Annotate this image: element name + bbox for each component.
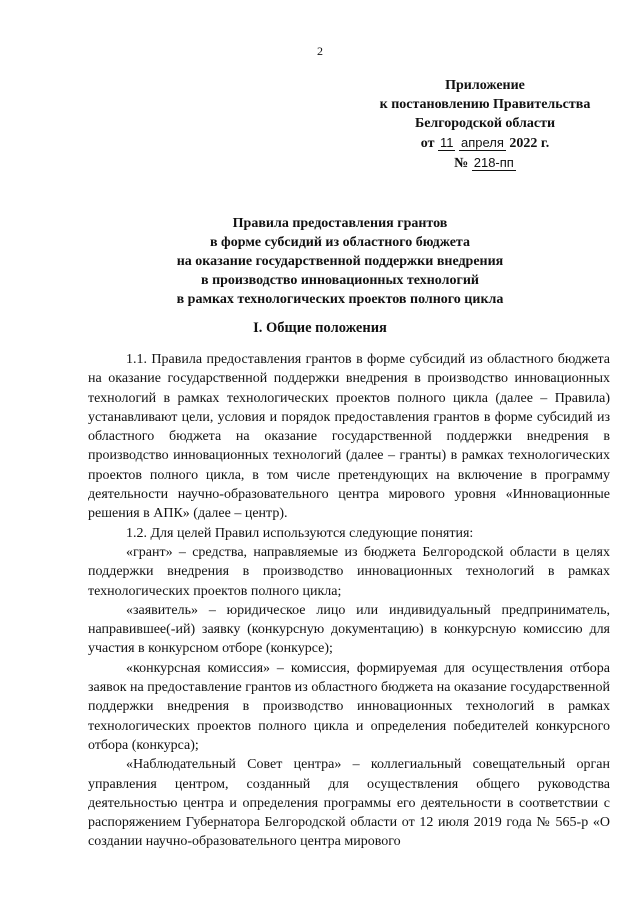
page-number: 2 [317, 44, 323, 58]
date-prefix: от [420, 136, 435, 151]
title-line: на оказание государственной поддержки внедрения [176, 254, 504, 269]
appendix-label: Приложение [445, 78, 525, 93]
number-value: 218-пп [473, 155, 514, 170]
appendix-resolution-ref: к постановлению Правительства [379, 97, 591, 112]
appendix-date-line [360, 133, 610, 153]
date-day: 11 [439, 135, 454, 150]
paragraph-1-1: 1.1. Правила предоставления грантов в форме субсидий из областного бюджета на оказание государственной поддержки внедрения в производство инновационных технологий в рамках технологических проектов полного цикла (далее – Правила) устанавливают цели, условия и порядок предоставления грантов в форме субсидий из областного бюджета на оказание государственной поддержки внедрения в производство инновационных технологий (далее – гранты) в рамках технологических проектов полного цикла, в том числе претендующих на включение в программу деятельности научно-образовательного центра мирового уровня «Инновационные решения в АПК» (далее – центр). [88, 352, 610, 522]
title-line: в производство инновационных технологий [201, 273, 479, 288]
title-line: в форме субсидий из областного бюджета [210, 235, 470, 250]
appendix-region: Белгородской области [414, 116, 556, 131]
title-line: в рамках технологических проектов полного цикла [176, 292, 504, 307]
appendix-number-line [360, 153, 610, 173]
definition-applicant: «заявитель» – юридическое лицо или индивидуальный предприниматель, направившее(-ий) заявку (конкурсную документацию) в конкурсную комиссию для участия в конкурсном отборе (конкурсе); [88, 602, 610, 657]
definition-grant: «грант» – средства, направляемые из бюджета Белгородской области в целях поддержки внедрения в производство инновационных технологий в рамках технологических проектов полного цикла; [88, 544, 610, 599]
paragraph-1-2: 1.2. Для целей Правил используются следующие понятия: [126, 525, 474, 541]
date-month: апреля [460, 135, 504, 150]
number-prefix: № [454, 156, 469, 171]
title-line: Правила предоставления грантов [232, 216, 448, 231]
body-text [88, 350, 610, 852]
section-heading: I. Общие положения [253, 320, 387, 336]
definition-supervisory-board: «Наблюдательный Совет центра» – коллегиальный совещательный орган управления центром, созданный для осуществления общего руководства деятельностью центра и определения программы его деятельности в соответствии с распоряжением Губернатора Белгородской области от 12 июля 2019 года № 565-р «О создании научно-образовательного центра мирового [88, 757, 610, 850]
appendix-block [360, 76, 610, 173]
document-title [140, 214, 540, 309]
definition-commission: «конкурсная комиссия» – комиссия, формируемая для осуществления отбора заявок на предоставление грантов из областного бюджета на оказание государственной поддержки внедрения в производство инновационных технологий в рамках технологических проектов полного цикла и определения победителей конкурсного отбора (конкурса); [88, 660, 610, 753]
date-year: 2022 г. [509, 136, 550, 151]
